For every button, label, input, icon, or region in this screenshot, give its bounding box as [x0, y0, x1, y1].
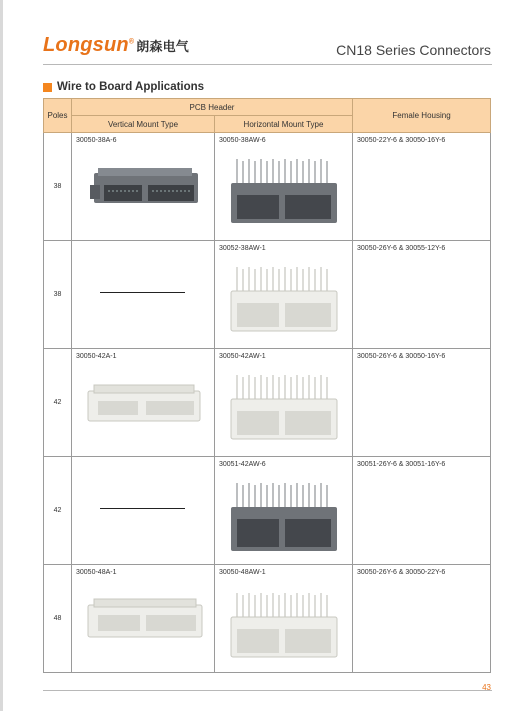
table-row: [44, 349, 491, 457]
horizontal-cell: [215, 241, 353, 349]
female-cell: [353, 133, 491, 241]
header-pcb: PCB Header: [72, 99, 353, 116]
header-female: Female Housing: [353, 99, 491, 133]
part-number: 30050-38AW-6: [219, 137, 266, 144]
poles-cell: 48: [44, 565, 72, 673]
connector-image-white-horizontal: [223, 263, 345, 335]
part-number: 30050-42AW-1: [219, 353, 266, 360]
footer-divider: [43, 690, 492, 691]
part-number: 30050-22Y-6 & 30050-16Y-6: [357, 137, 446, 144]
poles-cell: 38: [44, 133, 72, 241]
header-poles: Poles: [44, 99, 72, 133]
header-horizontal: Horizontal Mount Type: [215, 116, 353, 133]
connector-image-white-vertical: [86, 383, 202, 425]
part-number: 30050-42A-1: [76, 353, 117, 360]
vertical-cell: [72, 241, 215, 349]
connector-image-white-vertical: [86, 597, 204, 641]
part-number: 30050-26Y-6 & 30050-16Y-6: [357, 353, 446, 360]
female-cell: [353, 565, 491, 673]
vertical-cell: [72, 565, 215, 673]
registered-mark: ®: [128, 38, 135, 46]
connector-table: [43, 98, 491, 673]
part-number: 30050-26Y-6 & 30055-12Y-6: [357, 245, 446, 252]
brand-logo: [43, 34, 189, 57]
table-row: [44, 565, 491, 673]
series-title: CN18 Series Connectors: [336, 42, 491, 58]
header-divider: [43, 64, 492, 65]
part-number: 30051-26Y-6 & 30051-16Y-6: [357, 461, 446, 468]
page-edge: [0, 0, 3, 711]
connector-image-gray-horizontal: [223, 155, 345, 227]
section-title: Wire to Board Applications: [57, 81, 205, 93]
horizontal-cell: [215, 133, 353, 241]
connector-image-gray-horizontal: [223, 479, 345, 555]
not-available-dash: [100, 508, 185, 509]
poles-cell: 42: [44, 349, 72, 457]
part-number: 30051-42AW-6: [219, 461, 266, 468]
connector-image-gray-vertical: [90, 163, 202, 209]
header-vertical: Vertical Mount Type: [72, 116, 215, 133]
connector-image-white-horizontal: [223, 371, 345, 443]
not-available-dash: [100, 292, 185, 293]
part-number: 30050-38A-6: [76, 137, 117, 144]
vertical-cell: [72, 349, 215, 457]
horizontal-cell: [215, 457, 353, 565]
part-number: 30050-26Y-6 & 30050-22Y-6: [357, 569, 446, 576]
table-row: [44, 241, 491, 349]
female-cell: [353, 457, 491, 565]
section-heading: [43, 81, 204, 93]
page-number: 43: [482, 683, 491, 692]
table-row: [44, 457, 491, 565]
section-marker-icon: [43, 83, 52, 92]
female-cell: [353, 241, 491, 349]
part-number: 30050-48AW-1: [219, 569, 266, 576]
part-number: 30052-38AW-1: [219, 245, 266, 252]
vertical-cell: [72, 133, 215, 241]
poles-cell: 38: [44, 241, 72, 349]
brand-name: Longsun: [43, 34, 129, 56]
poles-cell: 42: [44, 457, 72, 565]
part-number: 30050-48A-1: [76, 569, 117, 576]
horizontal-cell: [215, 565, 353, 673]
brand-name-cn: 朗森电气: [136, 39, 189, 54]
female-cell: [353, 349, 491, 457]
table-row: [44, 133, 491, 241]
vertical-cell: [72, 457, 215, 565]
horizontal-cell: [215, 349, 353, 457]
connector-image-white-horizontal: [223, 589, 345, 661]
